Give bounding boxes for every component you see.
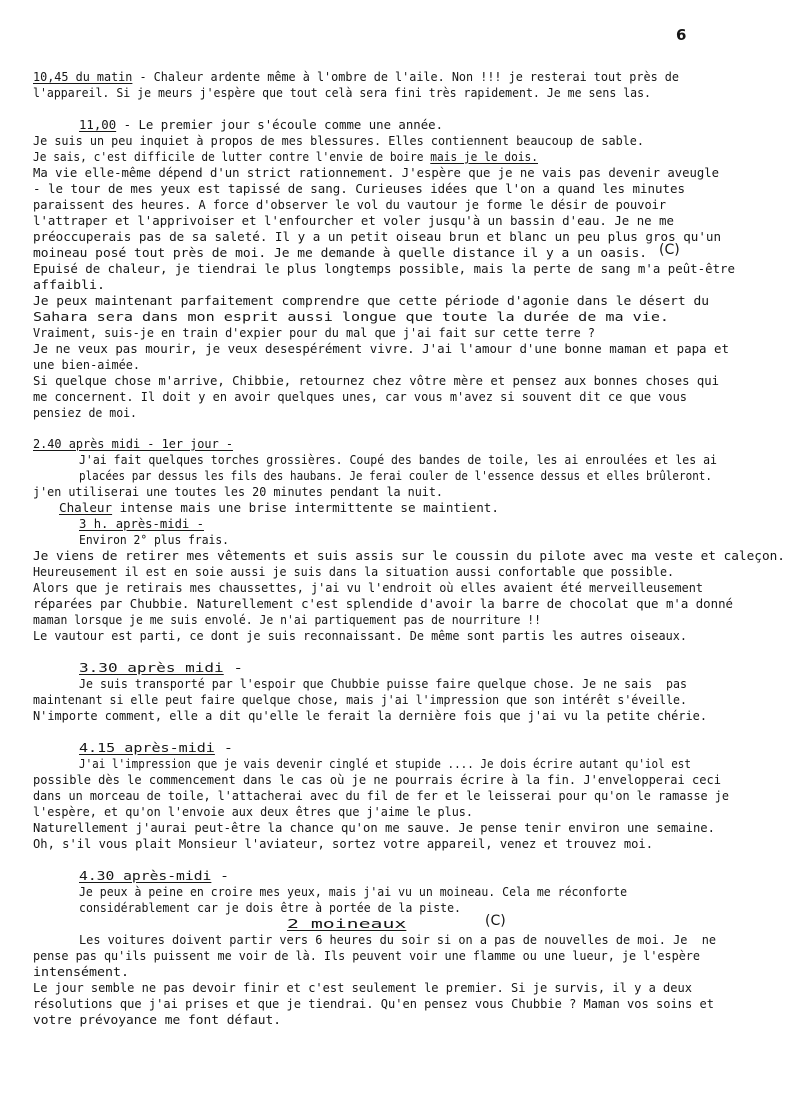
text-line xyxy=(33,548,785,564)
text-line xyxy=(33,133,644,149)
text-line xyxy=(33,948,700,964)
line-text: Si quelque chose m'arrive, Chibbie, retournez chez vôtre mère et pensez aux bonnes choses qui xyxy=(33,373,719,388)
line-text: affaibli. xyxy=(33,277,106,292)
line-text: Environ 2° plus frais. xyxy=(79,532,229,547)
text-line xyxy=(33,996,714,1012)
text-line xyxy=(33,181,685,197)
entry-heading-line xyxy=(79,117,443,133)
handwritten-mark: (C) xyxy=(485,913,506,929)
line-text: - le tour de mes yeux est tapissé de sang. Curieuses idées que l'on a quand les minutes xyxy=(33,181,686,196)
text-line xyxy=(33,213,674,229)
text-line xyxy=(79,468,712,484)
text-line xyxy=(33,357,140,373)
line-text: maman lorsque je me suis envolé. Je n'ai partiquement pas de nourriture !! xyxy=(33,612,541,627)
line-text: préoccuperais pas de sa saleté. Il y a un petit oiseau brun et blanc un peu plus gros qu'un xyxy=(33,229,722,244)
text-line xyxy=(33,788,729,804)
time-heading: 10,45 du matin xyxy=(33,69,133,84)
line-text: - xyxy=(223,660,244,675)
text-line xyxy=(33,836,653,852)
line-text: considérablement car je dois être à portée de la piste. xyxy=(79,900,461,915)
line-text: - Chaleur ardente même à l'ombre de l'aile. Non !!! je resterai tout près de xyxy=(132,69,679,84)
line-text: Sahara sera dans mon esprit aussi longue que toute la durée de ma vie. xyxy=(33,309,670,324)
text-line xyxy=(33,165,719,181)
time-heading: 11,00 xyxy=(79,117,117,132)
line-text: J'ai l'impression que je vais devenir cinglé et stupide .... Je dois écrire autant qu'iol est xyxy=(79,756,691,771)
page-number: 6 xyxy=(676,26,687,44)
line-text: Je sais, c'est difficile de lutter contre l'envie de boire xyxy=(33,149,424,164)
text-line xyxy=(33,405,137,421)
line-text: Les voitures doivent partir vers 6 heures du soir si on a pas de nouvelles de moi. Je ne xyxy=(79,932,717,947)
text-line xyxy=(33,261,735,277)
text-line xyxy=(33,245,647,261)
text-line xyxy=(79,932,716,948)
text-line xyxy=(79,900,461,916)
time-heading: Chaleur xyxy=(59,500,113,515)
text-line xyxy=(33,85,651,101)
text-line xyxy=(33,820,715,836)
line-text: Je suis transporté par l'espoir que Chubbie puisse faire quelque chose. Je ne sais pas xyxy=(79,676,687,691)
line-text: l'espère, et qu'on l'envoie aux deux êtres que j'aime le plus. xyxy=(33,804,473,819)
time-heading: 2.40 après midi - 1er jour - xyxy=(33,436,233,451)
line-text: pense pas qu'ils puissent me voir de là. Ils peuvent voir une flamme ou une lueur, je l'espère xyxy=(33,948,701,963)
line-text: Le jour semble ne pas devoir finir et c'est seulement le premier. Si je survis, il y a deux xyxy=(33,980,693,995)
line-text: placées par dessus les fils des haubans. Je ferai couler de l'essence dessus et elles brûleront. xyxy=(79,468,712,483)
time-heading: 4.30 après-midi xyxy=(79,868,212,883)
line-text: Alors que je retirais mes chaussettes, j'ai vu l'endroit où elles avaient été merveilleusement xyxy=(33,580,704,595)
line-text: Vraiment, suis-je en train d'expier pour du mal que j'ai fait sur cette terre ? xyxy=(33,325,595,340)
line-text: pensiez de moi. xyxy=(33,405,137,420)
text-line xyxy=(33,692,687,708)
line-text: Je suis un peu inquiet à propos de mes blessures. Elles contiennent beaucoup de sable. xyxy=(33,133,645,148)
entry-heading-line xyxy=(33,69,679,85)
time-heading: 3 h. après-midi - xyxy=(79,516,205,531)
line-text: Je ne veux pas mourir, je veux desespérément vivre. J'ai l'amour d'une bonne maman et papa et xyxy=(33,341,729,356)
text-line xyxy=(33,229,721,245)
text-line xyxy=(79,452,717,468)
handwritten-mark: (C) xyxy=(659,242,680,258)
line-text: - xyxy=(211,868,229,883)
line-text: Oh, s'il vous plait Monsieur l'aviateur, sortez votre appareil, venez et trouvez moi. xyxy=(33,836,654,851)
line-text: intensément. xyxy=(33,964,130,979)
text-line xyxy=(33,373,719,389)
entry-heading-line xyxy=(287,916,406,932)
text-line xyxy=(33,325,595,341)
line-text: - Le premier jour s'écoule comme une année. xyxy=(116,117,444,132)
entry-heading-line xyxy=(79,660,243,676)
text-line xyxy=(33,596,733,612)
text-line xyxy=(33,628,687,644)
time-heading: 2 moineaux xyxy=(287,916,407,931)
text-line xyxy=(33,804,473,820)
text-line xyxy=(79,884,627,900)
text-line xyxy=(33,612,541,628)
line-text: une bien-aimée. xyxy=(33,357,141,372)
line-text: réparées par Chubbie. Naturellement c'est splendide d'avoir la barre de chocolat que m'a donné xyxy=(33,596,733,611)
entry-heading-line xyxy=(59,500,499,516)
text-line xyxy=(33,564,674,580)
text-line xyxy=(33,341,729,357)
line-text: me concernent. Il doit y en avoir quelques unes, car vous m'avez si souvent dit ce que vous xyxy=(33,389,687,404)
line-text: Le vautour est parti, ce dont je suis reconnaissant. De même sont partis les autres oiseaux. xyxy=(33,628,687,643)
line-text: dans un morceau de toile, l'attacherai avec du fil de fer et le leisserai pour qu'on le ramasse je xyxy=(33,788,729,803)
text-line xyxy=(33,772,721,788)
text-line xyxy=(33,197,666,213)
text-line xyxy=(33,708,707,724)
line-text: paraissent des heures. A force d'observer le vol du vautour je forme le désir de pouvoir xyxy=(33,197,667,212)
text-line xyxy=(79,676,687,692)
line-text: votre prévoyance me font défaut. xyxy=(33,1012,282,1027)
line-text: Je peux maintenant parfaitement comprendre que cette période d'agonie dans le désert du xyxy=(33,293,710,308)
line-text: j'en utiliserai une toutes les 20 minutes pendant la nuit. xyxy=(33,484,443,499)
line-text: possible dès le commencement dans le cas où je ne pourrais écrire à la fin. J'envelopperai ceci xyxy=(33,772,721,787)
text-line xyxy=(33,484,443,500)
line-text: intense mais une brise intermittente se maintient. xyxy=(112,500,499,515)
line-text: moineau posé tout près de moi. Je me demande à quelle distance il y a un oasis. xyxy=(33,245,648,260)
time-heading: 4.15 après-midi xyxy=(79,740,215,755)
text-line xyxy=(33,309,669,325)
text-line xyxy=(33,149,538,165)
text-line xyxy=(33,293,709,309)
line-text: Naturellement j'aurai peut-être la chance qu'on me sauve. Je pense tenir environ une semaine. xyxy=(33,820,715,835)
underlined-text: mais je le dois. xyxy=(430,149,539,164)
line-text: l'appareil. Si je meurs j'espère que tout celà sera fini très rapidement. Je me sens las. xyxy=(33,85,651,100)
text-line xyxy=(33,980,692,996)
line-text: l'attraper et l'apprivoiser et l'enfourcher et voler jusqu'à un bassin d'eau. Je ne me xyxy=(33,213,674,228)
line-text: Epuisé de chaleur, je tiendrai le plus longtemps possible, mais la perte de sang m'a peût-être xyxy=(33,261,736,276)
line-text: Ma vie elle-même dépend d'un strict rationnement. J'espère que je ne vais pas devenir aveugle xyxy=(33,165,719,180)
text-line xyxy=(33,580,703,596)
line-text: N'importe comment, elle a dit qu'elle le ferait la dernière fois que j'ai vu la petite chérie. xyxy=(33,708,708,723)
entry-heading-line xyxy=(79,868,229,884)
entry-heading-line xyxy=(79,740,233,756)
line-text: Je viens de retirer mes vêtements et suis assis sur le coussin du pilote avec ma veste et caleçon. xyxy=(33,548,785,563)
text-line xyxy=(33,277,105,293)
line-text: maintenant si elle peut faire quelque chose, mais j'ai l'impression que son intérêt s'éveille. xyxy=(33,692,687,707)
entry-heading-line xyxy=(79,516,204,532)
text-line xyxy=(33,964,129,980)
line-text: Heureusement il est en soie aussi je suis dans la situation aussi confortable que possible. xyxy=(33,564,675,579)
line-text: résolutions que j'ai prises et que je tiendrai. Qu'en pensez vous Chubbie ? Maman vos soins et xyxy=(33,996,714,1011)
text-line xyxy=(33,1012,281,1028)
text-line xyxy=(79,756,691,772)
line-text: Je peux à peine en croire mes yeux, mais j'ai vu un moineau. Cela me réconforte xyxy=(79,884,628,899)
time-heading: 3.30 après midi xyxy=(79,660,224,675)
text-line xyxy=(33,389,687,405)
entry-heading-line xyxy=(33,436,233,452)
text-line xyxy=(79,532,229,548)
line-text: - xyxy=(214,740,233,755)
line-text: J'ai fait quelques torches grossières. Coupé des bandes de toile, les ai enroulées et les ai xyxy=(79,452,717,467)
